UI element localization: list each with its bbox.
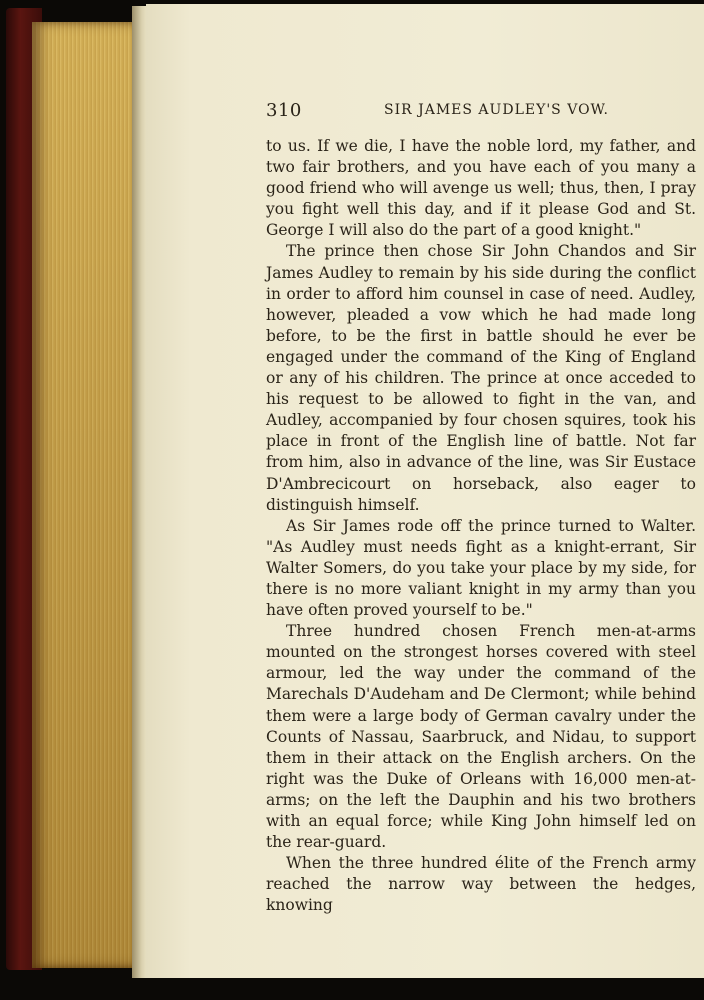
- running-head: [266, 100, 696, 126]
- page-content: [266, 100, 696, 916]
- paragraph: The prince then chose Sir John Chandos and Sir James Audley to remain by his side during the conflict in order to afford him counsel in case of need. Audley, however, pleaded a vow which he had made long before, to be the first in battle should he ever be engaged under the command of the King of England or any of his children. The prince at once acceded to his request to be allowed to fight in the van, and Audley, accompanied by four chosen squires, took his place in front of the English line of battle. Not far from him, also in advance of the line, was Sir Eustace D'Ambrecicourt on horseback, also eager to distinguish himself.: [266, 242, 696, 514]
- page-title: SIR JAMES AUDLEY'S VOW.: [384, 102, 609, 118]
- paragraph: to us. If we die, I have the noble lord, my father, and two fair brothers, and you have each of you many a good friend who will avenge us well; thus, then, I pray you fight well this day, and if it please God and St. George I will also do the part of a good knight.": [266, 137, 696, 240]
- page-number: 310: [266, 100, 302, 121]
- page-edges: [32, 22, 142, 968]
- paragraph: As Sir James rode off the prince turned to Walter. "As Audley must needs fight as a knight-errant, Sir Walter Somers, do you take your place by my side, for there is no more valiant knight in my army than you have often proved yourself to be.": [266, 516, 696, 620]
- paragraph: When the three hundred élite of the French army reached the narrow way between the hedges, knowing: [266, 854, 696, 915]
- paragraph: Three hundred chosen French men-at-arms mounted on the strongest horses covered with steel armour, led the way under the command of the Marechals D'Audeham and De Clermont; while behind them were a large body of German cavalry under the Counts of Nassau, Saarbruck, and Nidau, to support them in their attack on the English archers. On the right was the Duke of Orleans with 16,000 men-at-arms; on the left the Dauphin and his two brothers with an equal force; while King John himself led on the rear-guard.: [266, 622, 696, 852]
- body-text: [266, 136, 696, 916]
- book-page: [146, 4, 704, 978]
